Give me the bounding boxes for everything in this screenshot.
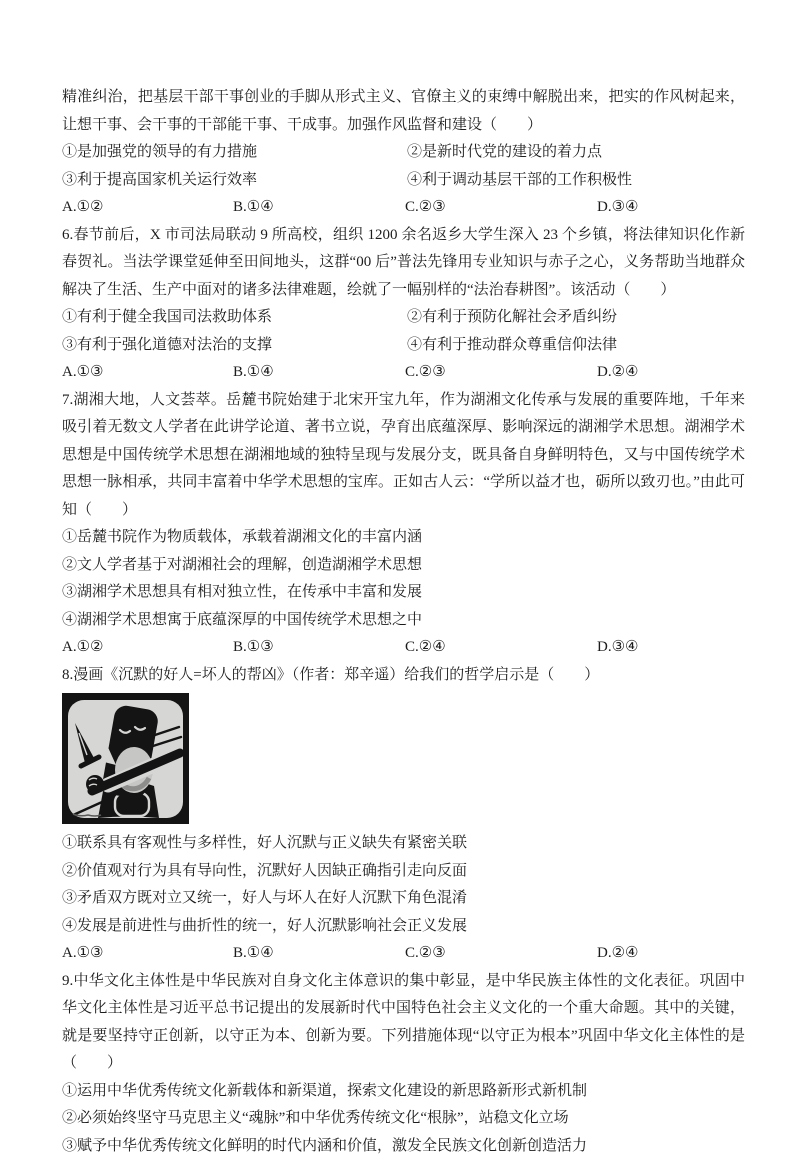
question-9-stem-text: 中华文化主体性是中华民族对自身文化主体意识的集中彰显，是中华民族主体性的文化表征。巩固中华文化主体性是习近平总书记提出的发展新时代中国特色社会主义文化的一个重大命题。其中的关键，就是要坚持守正创新，以守正为本、创新为要。下列措施体现“以守正为根本”巩固中华文化主体性的是（ ） bbox=[62, 973, 745, 1072]
question-6-option-row-1 bbox=[62, 304, 745, 332]
question-7-choices bbox=[62, 634, 745, 662]
question-block-8 bbox=[62, 662, 745, 968]
question-block-5 bbox=[62, 84, 745, 222]
choice-c: C.②③ bbox=[405, 194, 597, 222]
option-3: ③赋予中华优秀传统文化鲜明的时代内涵和价值，激发全民族文化创新创造活力 bbox=[62, 1133, 745, 1160]
option-1: ①运用中华优秀传统文化新载体和新渠道，探索文化建设的新思路新形式新机制 bbox=[62, 1078, 745, 1106]
choice-c: C.②④ bbox=[405, 634, 597, 662]
option-3: ③有利于强化道德对法治的支撑 bbox=[62, 332, 407, 360]
question-7-stem-text: 湖湘大地，人文荟萃。岳麓书院始建于北宋开宝九年，作为湖湘文化传承与发展的重要阵地，千年来吸引着无数文人学者在此讲学论道、著书立说，孕育出底蕴深厚、影响深远的湖湘学术思想。湖湘学术思想是中国传统学术思想在湖湘地域的独特呈现与发展分支，既具备自身鲜明特色，又与中国传统学术思想一脉相承，共同丰富着中华学术思想的宝库。正如古人云：“学所以益才也，砺所以致刃也。”由此可知（ ） bbox=[62, 392, 745, 518]
option-4: ④利于调动基层干部的工作积极性 bbox=[407, 167, 745, 195]
option-3: ③矛盾双方既对立又统一，好人与坏人在好人沉默下角色混淆 bbox=[62, 885, 745, 913]
question-8-stem bbox=[62, 662, 745, 690]
option-4: ④发展是前进性与曲折性的统一，好人沉默影响社会正义发展 bbox=[62, 913, 745, 941]
question-block-7 bbox=[62, 387, 745, 662]
question-6-stem bbox=[62, 222, 745, 305]
choice-b: B.①④ bbox=[233, 940, 405, 968]
choice-b: B.①③ bbox=[233, 634, 405, 662]
question-5-stem bbox=[62, 84, 745, 139]
option-2: ②价值观对行为具有导向性，沉默好人因缺正确指引走向反面 bbox=[62, 858, 745, 886]
option-1: ①岳麓书院作为物质载体，承载着湖湘文化的丰富内涵 bbox=[62, 524, 745, 552]
question-5-option-row-2 bbox=[62, 167, 745, 195]
choice-d: D.③④ bbox=[597, 634, 745, 662]
choice-c: C.②③ bbox=[405, 359, 597, 387]
option-2: ②是新时代党的建设的着力点 bbox=[407, 139, 745, 167]
option-4: ④有利于推动群众尊重信仰法律 bbox=[407, 332, 745, 360]
question-5-stem-text: 精准纠治，把基层干部干事创业的手脚从形式主义、官僚主义的束缚中解脱出来，把实的作风树起来，让想干事、会干事的干部能干事、干成事。加强作风监督和建设（ ） bbox=[62, 89, 745, 133]
question-block-6 bbox=[62, 222, 745, 387]
option-4: ④湖湘学术思想寓于底蕴深厚的中国传统学术思想之中 bbox=[62, 607, 745, 635]
option-1: ①联系具有客观性与多样性，好人沉默与正义缺失有紧密关联 bbox=[62, 830, 745, 858]
question-5-option-row-1 bbox=[62, 139, 745, 167]
choice-d: D.③④ bbox=[597, 194, 745, 222]
comic-silent-good-person bbox=[62, 693, 189, 824]
question-9-number: 9. bbox=[62, 973, 73, 989]
option-3: ③利于提高国家机关运行效率 bbox=[62, 167, 407, 195]
question-6-number: 6. bbox=[62, 227, 73, 243]
option-1: ①有利于健全我国司法救助体系 bbox=[62, 304, 407, 332]
choice-d: D.②④ bbox=[597, 359, 745, 387]
choice-b: B.①④ bbox=[233, 194, 405, 222]
option-2: ②必须始终坚守马克思主义“魂脉”和中华优秀传统文化“根脉”，站稳文化立场 bbox=[62, 1105, 745, 1133]
choice-c: C.②③ bbox=[405, 940, 597, 968]
question-5-choices bbox=[62, 194, 745, 222]
question-7-number: 7. bbox=[62, 392, 73, 408]
option-2: ②文人学者基于对湖湘社会的理解，创造湖湘学术思想 bbox=[62, 552, 745, 580]
choice-a: A.①② bbox=[62, 634, 233, 662]
question-8-stem-text: 漫画《沉默的好人=坏人的帮凶》（作者：郑辛遥）给我们的哲学启示是（ ） bbox=[73, 667, 599, 683]
question-8-choices bbox=[62, 940, 745, 968]
choice-d: D.②④ bbox=[597, 940, 745, 968]
question-7-stem bbox=[62, 387, 745, 525]
option-1: ①是加强党的领导的有力措施 bbox=[62, 139, 407, 167]
question-8-number: 8. bbox=[62, 667, 73, 683]
comic-image bbox=[62, 693, 745, 824]
choice-b: B.①④ bbox=[233, 359, 405, 387]
fist bbox=[86, 775, 104, 793]
question-6-option-row-2 bbox=[62, 332, 745, 360]
option-3: ③湖湘学术思想具有相对独立性，在传承中丰富和发展 bbox=[62, 579, 745, 607]
choice-a: A.①③ bbox=[62, 359, 233, 387]
question-9-stem bbox=[62, 968, 745, 1078]
option-2: ②有利于预防化解社会矛盾纠纷 bbox=[407, 304, 745, 332]
question-block-9 bbox=[62, 968, 745, 1160]
question-6-choices bbox=[62, 359, 745, 387]
choice-a: A.①② bbox=[62, 194, 233, 222]
question-6-stem-text: 春节前后，X 市司法局联动 9 所高校，组织 1200 余名返乡大学生深入 23 个乡镇，将法律知识化作新春贺礼。当法学课堂延伸至田间地头，这群“00 后”普法先锋用专业知识与赤子之心，义务帮助当地群众解决了生活、生产中面对的诸多法律难题，绘就了一幅别样的“法治春耕图”。该活动（ ） bbox=[62, 227, 745, 298]
choice-a: A.①③ bbox=[62, 940, 233, 968]
